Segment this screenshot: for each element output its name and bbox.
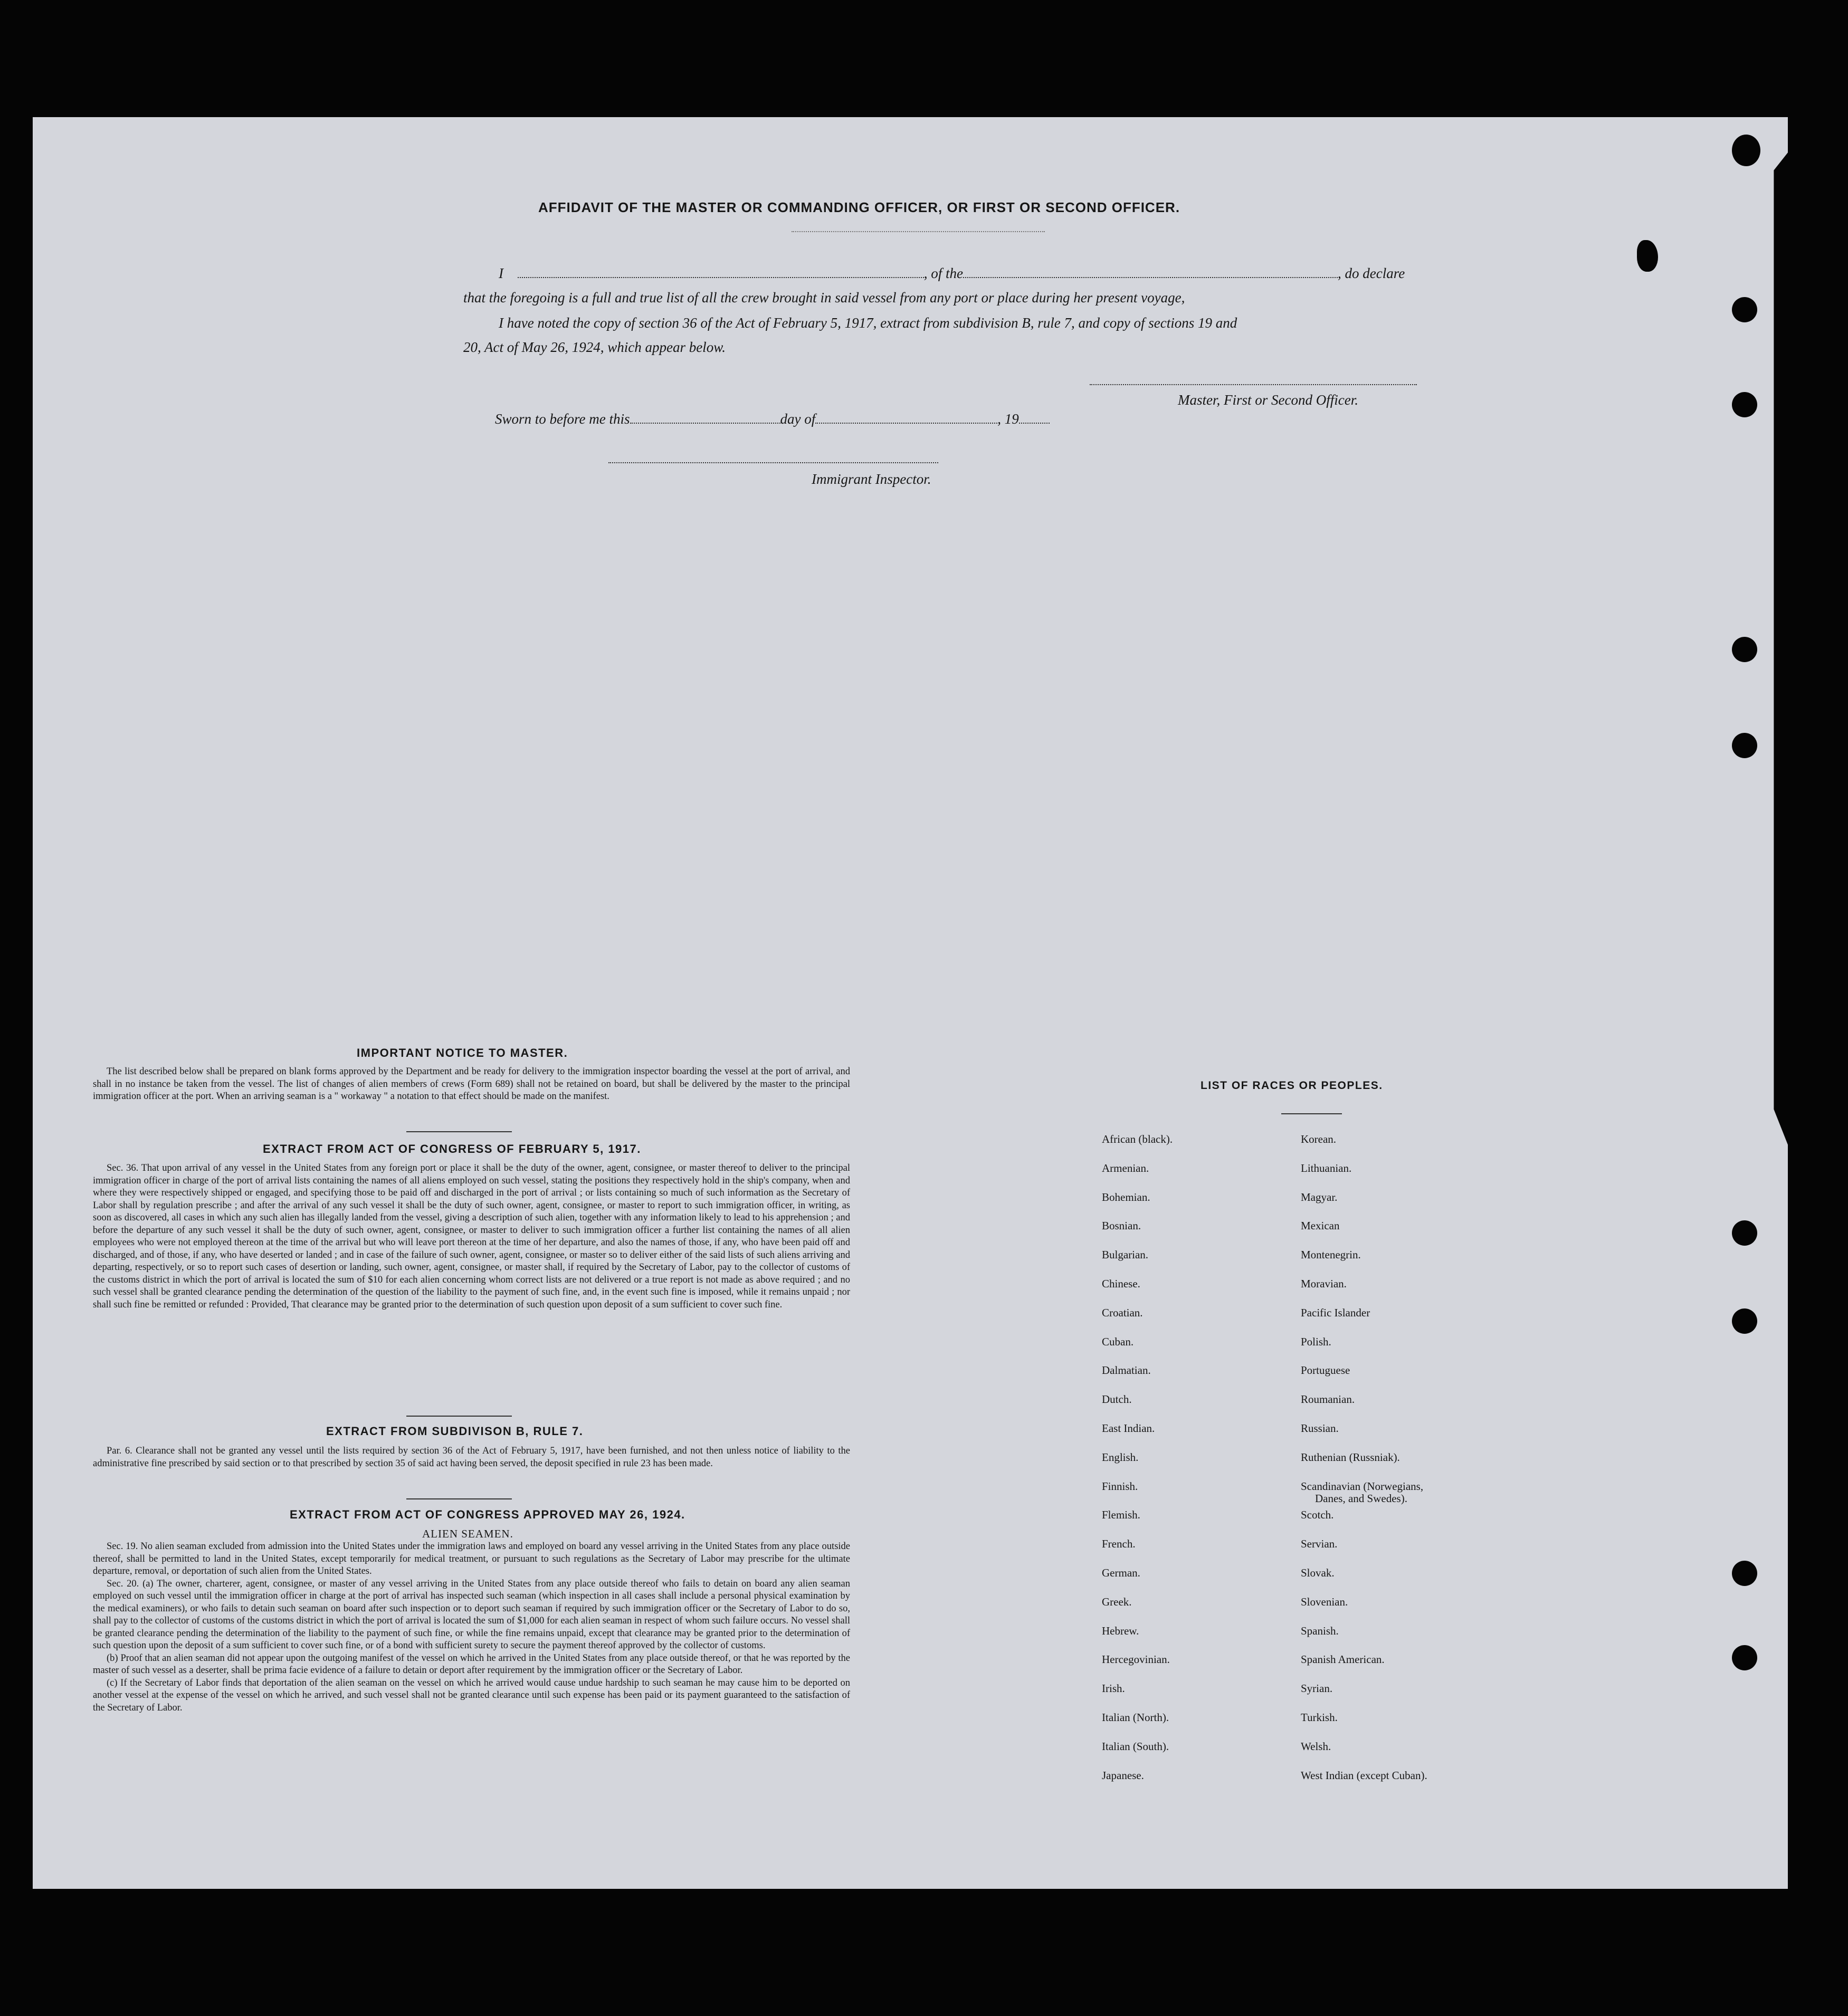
race-item: Chinese.: [1102, 1277, 1140, 1290]
master-signature-line[interactable]: [1090, 384, 1417, 385]
race-item: Montenegrin.: [1301, 1248, 1361, 1262]
race-item: Servian.: [1301, 1537, 1338, 1551]
race-item: Moravian.: [1301, 1277, 1347, 1290]
race-item: Portuguese: [1301, 1364, 1350, 1377]
declarant-pronoun: I: [499, 265, 503, 281]
master-signature-label: Master, First or Second Officer.: [1178, 392, 1358, 408]
title-rule: [792, 231, 1045, 232]
extract-1917-rule: [406, 1416, 512, 1417]
race-item: Flemish.: [1102, 1508, 1140, 1522]
year-prefix: , 19: [997, 411, 1019, 427]
race-item: Hebrew.: [1102, 1624, 1139, 1637]
section-20c: (c) If the Secretary of Labor finds that deportation of the alien seaman on the vessel on which he arrived would cause undue hardship to such seaman he may cause him to be deported on another vessel at the expense of the vessel on which he arrived, and such vessel shall not be granted clearance until such expense has been paid or its payment guaranteed to the satisfaction of the Secretary of Labor.: [93, 1677, 850, 1713]
race-item: Korean.: [1301, 1133, 1337, 1145]
affidavit-title: AFFIDAVIT OF THE MASTER OR COMMANDING OFFICER, OR FIRST OR SECOND OFFICER.: [538, 199, 1180, 215]
sworn-year-field[interactable]: [1019, 422, 1050, 424]
race-item: Irish.: [1102, 1682, 1125, 1695]
declaration-text-2: that the foregoing is a full and true list of all the crew brought in said vessel from any port or place during her present voyage,: [463, 290, 1185, 305]
race-item: Scotch.: [1301, 1508, 1334, 1522]
section-20a: Sec. 20. (a) The owner, charterer, agent, consignee, or master of any vessel arriving in the United States from any place outside thereof who fails to detain on board any alien seaman employed on such vessel until the immigration officer in charge at the port of arrival has inspected such seaman (which inspection in all cases shall include a personal physical examination by the medical examiners), or who fails to detain such seaman on board after such inspection or to deport such seaman if required by such immigration officer or the Secretary of Labor to do so, shall pay to the collector of customs of the customs district in which the port of arrival is located the sum of $1,000 for each alien seaman in respect of whom such failure occurs. No vessel shall be granted clearance pending the determination of the liability to the payment of such fine, or while the fine remains unpaid, except that clearance may be granted prior to the determination of such question upon the deposit of a sum sufficient to cover such fine, or of a bond with sufficient surety to secure the payment thereof approved by the collector of customs.: [93, 1578, 850, 1651]
declaration-text-3: I have noted the copy of section 36 of the Act of February 5, 1917, extract from subdivision B, rule 7, and copy of sections 19 and: [499, 315, 1237, 331]
extract-1924-text: [93, 1541, 850, 1714]
race-item: Slovenian.: [1301, 1595, 1348, 1608]
race-item: Japanese.: [1102, 1769, 1144, 1782]
race-item: Scandinavian (Norwegians,: [1301, 1479, 1424, 1493]
notice-rule: [406, 1131, 512, 1132]
section-20b: (b) Proof that an alien seaman did not appear upon the outgoing manifest of the vessel on which he arrived in the United States from any place outside thereof, or that he was reported by the master of such vessel as a deserter, shall be prima facie evidence of a failure to detain or deport after requirement by the immigration officer or the Secretary of Labor.: [93, 1652, 850, 1676]
race-item: Croatian.: [1102, 1306, 1143, 1319]
race-item: Roumanian.: [1301, 1393, 1355, 1406]
race-item: Spanish.: [1301, 1624, 1339, 1637]
punch-hole: [1732, 392, 1757, 417]
extract-1924-title: EXTRACT FROM ACT OF CONGRESS APPROVED MAY 26, 1924.: [290, 1508, 685, 1521]
race-item: French.: [1102, 1537, 1136, 1551]
race-item: Slovak.: [1301, 1566, 1335, 1579]
race-item: Italian (North).: [1102, 1711, 1169, 1724]
notice-title: IMPORTANT NOTICE TO MASTER.: [357, 1046, 568, 1059]
race-item: English.: [1102, 1450, 1139, 1464]
sworn-month-field[interactable]: [815, 422, 997, 424]
notice-text: The list described below shall be prepared on blank forms approved by the Department and be ready for delivery to the immigration inspector boarding the vessel at the port of arrival, and shall in no instance be taken from the vessel. The list of changes of alien members of crews (Form 689) shall not be retained on board, but shall be delivered by the master to the principal immigration officer at the port. When an arriving seaman is a " workaway " a notation to that effect should be made on the manifest.: [93, 1066, 850, 1102]
race-item: Spanish American.: [1301, 1653, 1385, 1666]
race-item: Polish.: [1301, 1335, 1331, 1348]
day-of-label: day of: [780, 411, 816, 427]
sworn-label: Sworn to before me this: [495, 411, 630, 427]
race-item: Dalmatian.: [1102, 1364, 1151, 1377]
race-item: Italian (South).: [1102, 1740, 1169, 1753]
rule7-text: Par. 6. Clearance shall not be granted any vessel until the lists required by section 36 of the Act of February 5, 1917, have been furnished, and not then unless notice of liability to the administrative fine prescribed by said section or to that prescribed by section 35 of said act having been served, the deposit specified in rule 23 has been made.: [93, 1446, 850, 1469]
vessel-field[interactable]: [963, 276, 1338, 278]
race-item: Magyar.: [1301, 1190, 1338, 1203]
inspector-signature-line[interactable]: [608, 462, 938, 463]
race-item: German.: [1102, 1566, 1140, 1579]
punch-hole: [1732, 1645, 1757, 1670]
race-item: Bosnian.: [1102, 1219, 1141, 1232]
punch-hole: [1732, 1561, 1757, 1586]
races-title: LIST OF RACES OR PEOPLES.: [1201, 1079, 1383, 1092]
race-item: Mexican: [1301, 1219, 1340, 1232]
race-item-continuation: Danes, and Swedes).: [1315, 1492, 1407, 1505]
punch-hole: [1732, 1308, 1757, 1334]
declaration-text-4: 20, Act of May 26, 1924, which appear below.: [463, 339, 726, 355]
sworn-line: [495, 411, 1050, 427]
race-item: Cuban.: [1102, 1335, 1134, 1348]
sworn-day-field[interactable]: [630, 422, 780, 424]
race-item: Syrian.: [1301, 1682, 1333, 1695]
punch-hole: [1732, 637, 1757, 662]
race-item: Lithuanian.: [1301, 1161, 1352, 1174]
punch-hole: [1732, 135, 1760, 166]
race-item: Finnish.: [1102, 1479, 1138, 1493]
punch-hole: [1732, 733, 1757, 758]
inspector-signature-label: Immigrant Inspector.: [812, 471, 931, 487]
race-item: Bulgarian.: [1102, 1248, 1149, 1262]
race-item: African (black).: [1102, 1133, 1173, 1145]
race-item: Dutch.: [1102, 1393, 1132, 1406]
race-item: Hercegovinian.: [1102, 1653, 1170, 1666]
race-item: West Indian (except Cuban).: [1301, 1769, 1427, 1782]
declaration-line: [499, 265, 1405, 282]
name-field[interactable]: [518, 276, 924, 278]
rule7-title: EXTRACT FROM SUBDIVISON B, RULE 7.: [326, 1425, 584, 1438]
extract-1917-text: Sec. 36. That upon arrival of any vessel in the United States from any foreign port or place it shall be the duty of the owner, agent, consignee, or master thereof to deliver to the principal immigration officer in charge of the port of arrival lists containing the names of all aliens employed on such vessel, stating the positions they respectively hold in the ship's company, when and where they were respectively shipped or engaged, and specifying those to be paid off and discharged in the port of arrival ; or lists containing so much of such information as the Secretary of Labor shall by regulation prescribe ; and after the arrival of any such vessel it shall be the duty of such owner, agent, consignee, or master to report to such immigration officer, in writing, as soon as discovered, all cases in which any such alien has illegally landed from the vessel, giving a description of such alien, together with any information likely to lead to his apprehension ; and before the departure of any such vessel it shall be the duty of such owner, agent, consignee, or master to deliver to such immigration officer a further list containing the names of all alien employees who were not employed thereon at the time of the arrival but who will leave port thereon at the time of her departure, and also the names of those, if any, who have been paid off and discharged, and of those, if any, who have deserted or landed ; and in case of the failure of such owner, agent, consignee, or master so to deliver either of the said lists of such aliens arriving and departing, respectively, or so to report such cases of desertion or landing, such owner, agent, consignee, or master shall, if required by the Secretary of Labor, pay to the collector of customs of the customs district in which the port of arrival is located the sum of $10 for each alien concerning whom correct lists are not delivered or a true report is not made as above required ; and no such vessel shall be granted clearance pending the determination of the question of the liability to the payment of such fine, and, in the event such fine is imposed, while it remains unpaid ; nor shall such fine be remitted or refunded : Provided, That clearance may be granted prior to the determination of such question upon deposit of a sum sufficient to cover such fine.: [93, 1163, 850, 1310]
section-19: Sec. 19. No alien seaman excluded from admission into the United States under the immigration laws and employed on board any vessel arriving in the United States from any place outside thereof, shall be permitted to land in the United States, except temporarily for medical treatment, or pursuant to such regulations as the Secretary of Labor may prescribe for the ultimate departure, removal, or deportation of such alien from the United States.: [93, 1541, 850, 1577]
punch-hole: [1732, 297, 1757, 322]
rule7-rule: [406, 1498, 512, 1499]
race-item: Bohemian.: [1102, 1190, 1150, 1203]
race-item: Welsh.: [1301, 1740, 1331, 1753]
race-item: Turkish.: [1301, 1711, 1338, 1724]
punch-hole: [1732, 1220, 1757, 1246]
race-item: Ruthenian (Russniak).: [1301, 1450, 1400, 1464]
race-item: Greek.: [1102, 1595, 1132, 1608]
race-item: Pacific Islander: [1301, 1306, 1370, 1319]
race-item: Russian.: [1301, 1422, 1339, 1435]
race-item: Armenian.: [1102, 1161, 1149, 1174]
extract-1917-title: EXTRACT FROM ACT OF CONGRESS OF FEBRUARY 5, 1917.: [263, 1142, 641, 1155]
races-rule: [1281, 1113, 1342, 1114]
of-the-label: , of the: [923, 265, 963, 281]
alien-seamen-subtitle: ALIEN SEAMEN.: [422, 1527, 513, 1540]
do-declare-label: , do declare: [1338, 265, 1405, 281]
race-item: East Indian.: [1102, 1422, 1155, 1435]
